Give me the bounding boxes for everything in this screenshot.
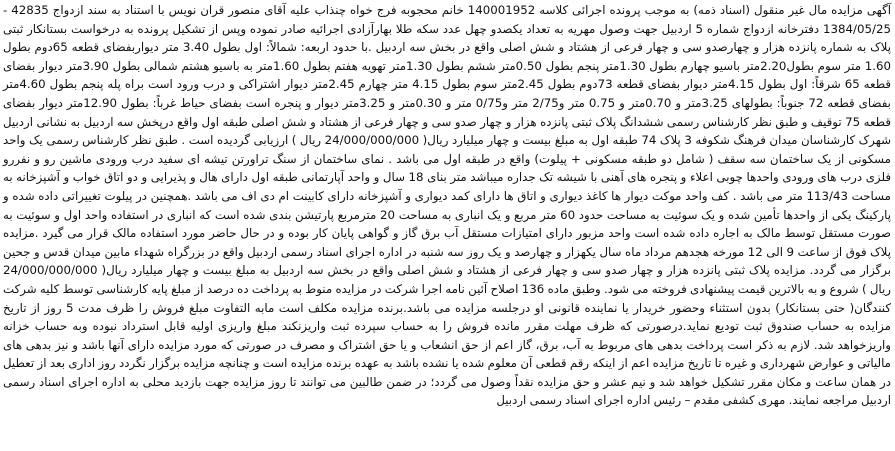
- auction-notice-text: آگهی مزایده مال غیر منقول (اسناد ذمه) به موجب پرونده اجرائی کلاسه 140001952 خانم محجوبه فرج خواه چنذاب علیه آقای منصور قران نویس با استناد به سند ازدواج 42835 - 1384/05/25 دفترخانه ازدواج شماره 5 اردبیل جهت وصول مهریه به تعداد یکصدو چهل عدد سکه طلا بهارآزادی اجرائیه صادر نموده وپس از تشکیل پرونده به درخواست بستانکار ثبتی پلاک به شماره پانزده هزار و چهارصدو سی و چهار فرعی از هشتاد و شش اصلی واقع در بخش سه اردبیل .با حدود اربعه: شمالاً: اول بطول 3.40 متر دیواربفضای قطعه 65دوم بطول 1.60 متر سوم بطول2.20متر باسیو چهارم بطول 1.30متر پنجم بطول 0.50متر ششم بطول 1.30متر تهویه هفتم بطول 1.60متر به باسیو هشتم شمالی بطول 3.90متر دیوار بفضای قطعه 65 شرقاً: اول بطول 4.15متر دیوار بفضای قطعه 73دوم بطول 2.45متر سوم بطول 4.15 متر چهارم 2.45متر دیوار اشتراکی و درب ورود است براه پله پنجم بطول 4.60متر بفضای قطعه 72 جنوباً: بطولهای 3.25متر و 0.70متر و 0.75 متر و2/75 متر و0/75 متر و 0.30متر و 3.25متر دیوار و پنجره است بفضای حیاط غرباً: بطول 12.90متر دیوار بفضای قطعه 75 توقیف و طبق نظر کارشناس رسمی ششدانگ پلاک ثبتی پانزده هزار و چهار صدو سی و چهار فرعی از هشتاد و شش اصلی طبقه اول واقع درپخش سه اردبیل به نشانی اردبیل شهرک کارشناسان میدان فرهنگ شکوفه 3 پلاک 74 طبقه اول به مبلغ بیست و چهار میلیارد ریال( 24/000/000/000 ریال ) ارزیابی گردیده است . طبق نظر کارشناس رسمی یک واحد مسکونی از یک ساختمان سه سقف ( شامل دو طبقه مسکونی + پیلوت) واقع در طبقه اول می باشد . نمای ساختمان از سنگ تراورتن تیشه ای سفید درب ورودی ماشین رو و نفررو فلزی درب های ورودی واحدها چوبی اعلاء و پنجره های آهنی با شیشه تک جداره میباشد متر بنای 18 سال و واحد آپارتمانی طبقه اول دارای هال و پذیرایی و دو اتاق خواب و آشپزخانه به مساحت 113/43 متر می باشد . کف واحد موکت دیوار ها کاغذ دیواری و اتاق ها دارای کمد دیواری و آشپزخانه دارای کابینت ام دی اف می باشد .همچنین در پیلوت تغییراتی داده شده و پارکینگ یکی از واحدها تأمین شده و یک سوئیت به مساحت حدود 60 متر مربع و یک انباری به مساحت 20 مترمربع پارتیشن بندی شده است که انباری در استفاده واحد اول و سوئیت به صورت مستقل توسط مالک به اجاره داده شده است واحد مزبور دارای امتیازات مستقل آب برق گاز و گواهی پایان کار بوده و در حال حاضر مورد استفاده مالک قرار می گیرد .مزایده پلاک فوق از ساعت 9 الی 12 مورخه هجدهم مرداد ماه سال یکهزار و چهارصد و یک روز سه شنبه در اداره اجرای اسناد رسمی اردبیل واقع در بزرگراه شهداء مابین میدان قدس و جحین برگزار می گردد. مزایده پلاک ثبتی پانزده هزار و چهار صدو سی و چهار فرعی از هشتاد و شش اصلی واقع در بخش سه اردبیل به مبلغ بیست و چهار میلیارد ریال( 24/000/000/000 ریال ) شروع و به بالاترین قیمت پیشنهادی فروخته می شود. وطبق ماده 136 اصلاح آئین نامه اجرا شرکت در مزایده منوط به پرداخت ده درصد از مبلغ پایه کارشناسی توسط کلیه شرکت کنندگان( حتی بستانکار) بدون استثناء وحضور خریدار یا نماینده قانونی او درجلسه مزایده می باشد.برنده مزایده مکلف است مابه التفاوت مبلغ فروش را ظرف مدت 5 روز از تاریخ مزایده به حساب صندوق ثبت تودیع نماید.درصورتی که ظرف مهلت مقرر مانده فروش را به حساب سپرده ثبت واریزنکند مبلغ واریزی اولیه قابل استرداد نبوده وبه حساب خزانه واریزخواهد شد. لازم به ذکر است پرداخت بدهی های مربوط به آب، برق، گاز اعم از حق انشعاب و یا حق اشتراک و مصرف در صورتی که مورد مزایده دارای آنها باشد و نیز بدهی های مالیاتی و عوارض شهرداری و غیره تا تاریخ مزایده اعم از اینکه رقم قطعی آن معلوم شده یا نشده باشد به عهده برنده مزایده است و چنانچه مزایده برگزار نگردد روز اداری بعد از تعطیل در همان ساعت و مکان مقرر تشکیل خواهد شد و نیم عشر و حق مزایده نقداً وصول می گردد؛ در ضمن طالبین می توانند تا روز مزایده جهت بازدید محلی به اداره اجرای اسناد رسمی اردبیل مراجعه نمایند. مهری کشفی مقدم – رئیس اداره اجرای اسناد رسمی اردبیل: [3, 3, 892, 408]
